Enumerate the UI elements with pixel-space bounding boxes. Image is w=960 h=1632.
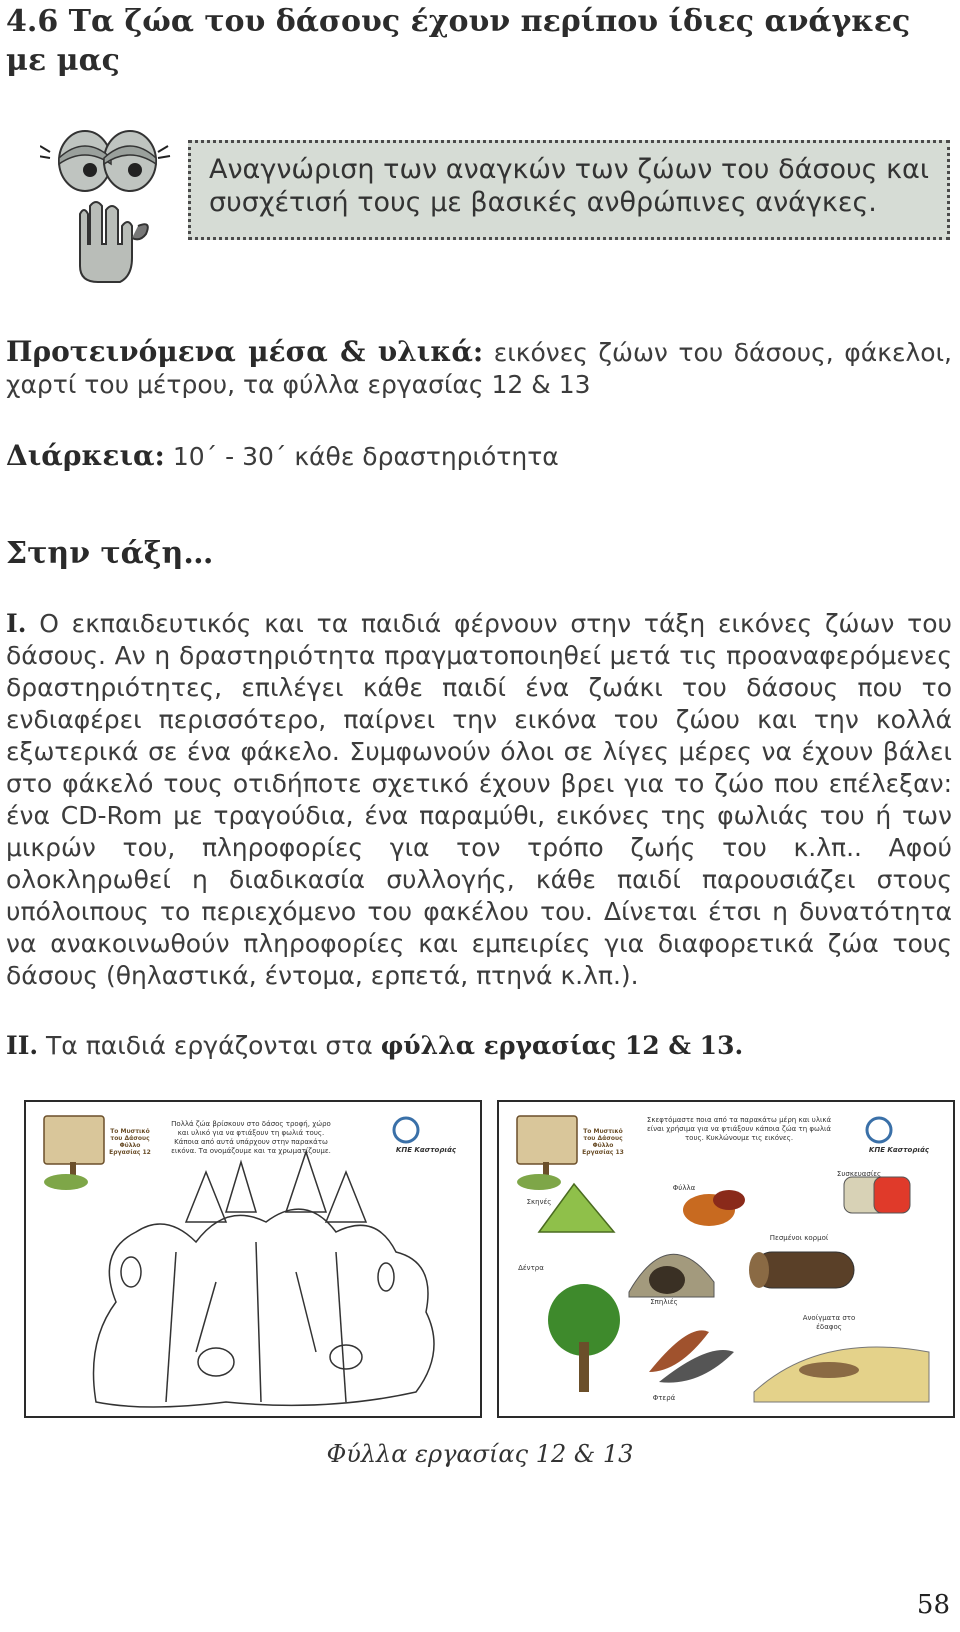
worksheet-12-logo: ΚΠΕ Καστοριάς — [395, 1146, 457, 1154]
step-2-text: Τα παιδιά εργάζονται στα — [38, 1031, 381, 1060]
figure-caption: Φύλλα εργασίας 12 & 13 — [326, 1440, 634, 1468]
materials-paragraph — [6, 336, 952, 401]
step-2-paragraph — [6, 1030, 952, 1062]
label-feathers: Φτερά — [652, 1394, 676, 1402]
worksheet-13-image — [497, 1100, 955, 1418]
label-holes: Ανοίγματα στο έδαφος — [802, 1314, 856, 1331]
worksheet-13-instructions: Σκεφτόμαστε ποια από τα παρακάτω μέρη και υλικά είναι χρήσιμα για να φτιάξουν κάποια ζώα τη φωλιά τους. Κυκλώνουμε τις εικόνες. — [646, 1116, 832, 1142]
label-trees: Δέντρα — [518, 1264, 544, 1272]
step-2-bold: φύλλα εργασίας 12 & 13. — [380, 1031, 744, 1060]
section-title: 4.6 Τα ζώα του δάσους έχουν περίπου ίδιες ανάγκες με μας — [6, 4, 911, 78]
step-2-label: ΙΙ. — [6, 1031, 39, 1060]
worksheet-12-image — [24, 1100, 482, 1418]
page-number: 58 — [916, 1590, 950, 1620]
materials-label: Προτεινόμενα μέσα & υλικά: — [6, 335, 484, 368]
mascot-eyes-hand-icon — [40, 126, 175, 286]
materials-text: εικόνες ζώων του δάσους, φάκελοι, χαρτί του μέτρου, τα φύλλα εργασίας 12 & 13 — [6, 338, 952, 399]
worksheet-13-sign: Το Μυστικό του Δάσους Φύλλο Εργασίας 13 — [582, 1128, 624, 1156]
objective-box: Αναγνώριση των αναγκών των ζώων του δάσους και συσχέτισή τους με βασικές ανθρώπινες ανάγκες. — [188, 140, 950, 240]
label-cans: Συσκευασίες — [836, 1170, 882, 1178]
step-1-paragraph — [6, 608, 952, 992]
worksheet-13-logo: ΚΠΕ Καστοριάς — [868, 1146, 930, 1154]
duration-text: 10΄ - 30΄ κάθε δραστηριότητα — [164, 442, 559, 471]
duration-label: Διάρκεια: — [6, 439, 165, 472]
step-1-label: Ι. — [6, 609, 27, 638]
label-leaves: Φύλλα — [672, 1184, 696, 1192]
in-class-heading: Στην τάξη… — [6, 536, 214, 571]
label-logs: Πεσμένοι κορμοί — [769, 1234, 829, 1242]
label-tents: Σκηνές — [526, 1198, 552, 1206]
label-caves: Σπηλιές — [650, 1298, 678, 1306]
worksheet-12-sign: Το Μυστικό του Δάσους Φύλλο Εργασίας 12 — [109, 1128, 151, 1156]
duration-paragraph — [6, 440, 952, 473]
step-1-text: Ο εκπαιδευτικός και τα παιδιά φέρνουν στην τάξη εικόνες ζώων του δάσους. Αν η δραστηριότητα πραγματοποιηθεί μετά τις προαναφερόμενες δραστηριότητες, επιλέγει κάθε παιδί ένα ζωάκι του δάσους που το ενδιαφέρει περισσότερο, παίρνει την εικόνα του ζώου και την κολλά εξωτερικά σε ένα φάκελο. Συμφωνούν όλοι σε λίγες μέρες να έχουν βάλει στο φάκελό τους οτιδήποτε σχετικό έχουν βρει για το ζώο που επέλεξαν: ένα CD-Rom με τραγούδια, ένα παραμύθι, εικόνες της φωλιάς του ή των μικρών του, πληροφορίες για τον τρόπο ζωής του κ.λπ.. Αφού ολοκληρωθεί η διαδικασία συλλογής, κάθε παιδί παρουσιάζει στους υπόλοιπους το περιεχόμενο του φακέλου του. Δίνεται έτσι η δυνατότητα να ανακοινωθούν πληροφορίες και εμπειρίες για διαφορετικά ζώα τους δάσους (θηλαστικά, έντομα, ερπετά, πτηνά κ.λπ.). — [6, 609, 952, 990]
worksheet-12-instructions: Πολλά ζώα βρίσκουν στο δάσος τροφή, χώρο και υλικό για να φτιάξουν τη φωλιά τους. Κάποια από αυτά υπάρχουν στην παρακάτω εικόνα. Τα ονομάζουμε και τα χρωματίζουμε. — [171, 1120, 331, 1155]
